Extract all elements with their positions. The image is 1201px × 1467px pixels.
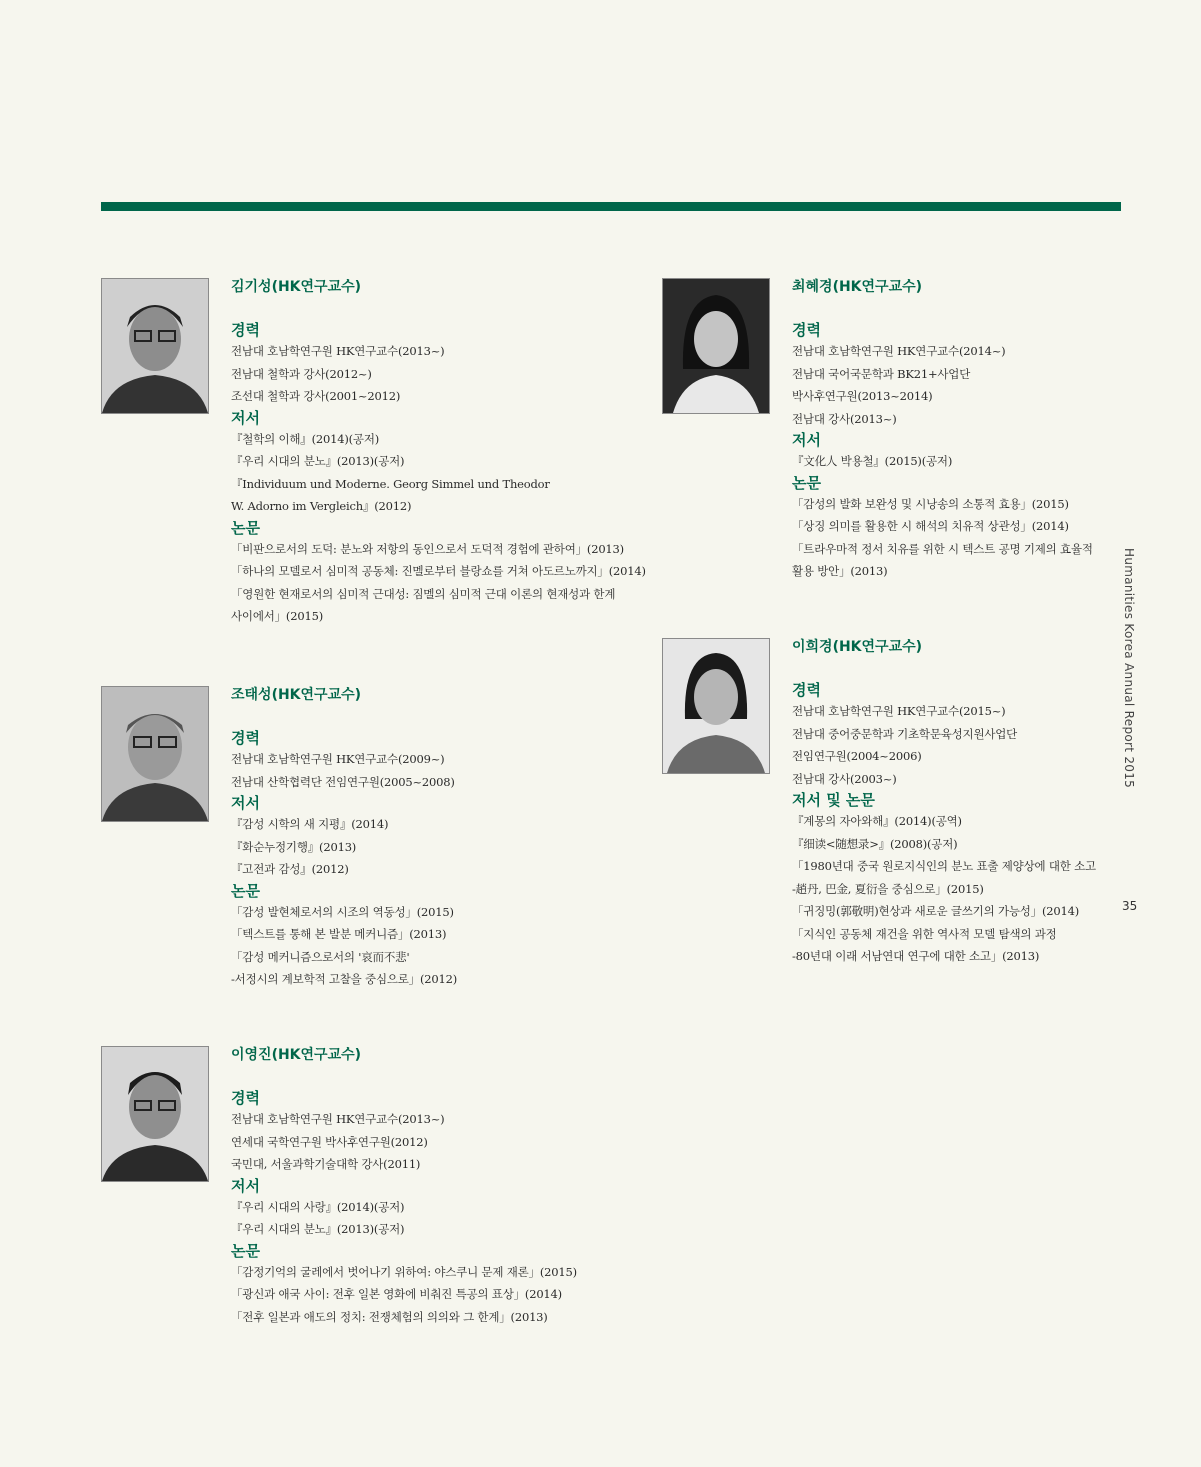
section-title: 경력 (231, 1089, 260, 1107)
section-title: 저서 (792, 431, 821, 449)
running-header: Humanities Korea Annual Report 2015 (1122, 548, 1136, 789)
portrait-photo (662, 278, 770, 414)
entry-line: 『细读<随想录>』(2008)(공저) (792, 836, 958, 851)
profile-info (231, 278, 671, 628)
section-title: 저서 (231, 408, 260, 427)
portrait-figure-icon (663, 279, 769, 413)
entry-line: 「지식인 공동체 재건을 위한 역사적 모델 탐색의 과정 (792, 926, 1057, 941)
entry-line: 전남대 호남학연구원 HK연구교수(2013~) (231, 344, 445, 358)
profile-name: 조태성(HK연구교수) (231, 687, 362, 703)
page-number: 35 (1122, 899, 1138, 913)
entry-line: 「감성 발현체로서의 시조의 역동성」(2015) (231, 904, 454, 919)
entry-line: 「텍스트를 통해 본 발분 메커니즘」(2013) (231, 927, 447, 941)
entry-line: 「전후 일본과 애도의 정치: 전쟁체험의 의의와 그 한계」(2013) (231, 1309, 548, 1324)
entry-line: -서정시의 계보학적 고찰을 중심으로」(2012) (231, 972, 458, 986)
entry-line: 조선대 철학과 강사(2001~2012) (231, 389, 401, 403)
entry-line: 『文化人 박용철』(2015)(공저) (792, 454, 953, 468)
entry-line: 「광신과 애국 사이: 전후 일본 영화에 비춰진 특공의 표상」(2014) (231, 1287, 562, 1301)
section-title: 경력 (231, 321, 260, 339)
entry-line: 『화순누정기행』(2013) (231, 839, 357, 854)
entry-line: 『Individuum und Moderne. Georg Simmel und Theodor (231, 476, 550, 491)
entry-line: 『우리 시대의 분노』(2013)(공저) (231, 454, 405, 468)
entry-line: 「상징 의미를 활용한 시 해석의 치유적 상관성」(2014) (792, 519, 1069, 533)
section-title: 저서 및 논문 (792, 791, 875, 809)
section-title: 경력 (231, 729, 260, 747)
portrait-figure-icon (102, 1047, 208, 1181)
profile-name: 김기성(HK연구교수) (231, 279, 362, 295)
entry-line: 연세대 국학연구원 박사후연구원(2012) (231, 1134, 428, 1149)
section-title: 저서 (231, 1176, 260, 1195)
section-title: 논문 (231, 518, 260, 537)
portrait-figure-icon (663, 639, 769, 773)
entry-line: 『고전과 감성』(2012) (231, 862, 349, 876)
portrait-photo (101, 1046, 209, 1182)
entry-line: 「감성 메커니즘으로서의 '哀而不悲' (231, 949, 410, 964)
entry-line: 전남대 강사(2013~) (792, 411, 897, 426)
entry-line: 『우리 시대의 분노』(2013)(공저) (231, 1222, 405, 1236)
entry-line: -趙丹, 巴金, 夏衍을 중심으로」(2015) (792, 881, 984, 896)
entry-line: 『우리 시대의 사랑』(2014)(공저) (231, 1199, 405, 1214)
entry-line: 전남대 호남학연구원 HK연구교수(2015~) (792, 704, 1006, 718)
entry-line: 「귀징밍(郭敬明)현상과 새로운 글쓰기의 가능성」(2014) (792, 904, 1080, 918)
profile-info (231, 686, 671, 991)
profile-name: 이영진(HK연구교수) (231, 1047, 362, 1063)
section-title: 경력 (792, 681, 821, 699)
profile-info (231, 1046, 671, 1328)
section-title: 논문 (231, 881, 260, 900)
portrait-photo (101, 686, 209, 822)
portrait-photo (662, 638, 770, 774)
entry-line: 「하나의 모델로서 심미적 공동체: 진멜로부터 블랑쇼를 거쳐 아도르노까지」(2014) (231, 564, 646, 578)
entry-line: 전남대 중어중문학과 기초학문육성지원사업단 (792, 726, 1018, 741)
entry-line: 전임연구원(2004~2006) (792, 749, 922, 763)
entry-line: 「비판으로서의 도덕: 분노와 저항의 동인으로서 도덕적 경험에 관하여」(2013) (231, 541, 624, 556)
entry-line: 전남대 호남학연구원 HK연구교수(2014~) (792, 344, 1006, 358)
entry-line: 『감성 시학의 새 지평』(2014) (231, 817, 389, 831)
entry-line: 전남대 철학과 강사(2012~) (231, 366, 372, 381)
header-rule (101, 202, 1121, 211)
portrait-photo (101, 278, 209, 414)
entry-line: 「감성의 발화 보완성 및 시낭송의 소통적 효용」(2015) (792, 496, 1069, 511)
profile-name: 최혜경(HK연구교수) (792, 279, 923, 295)
section-title: 논문 (792, 473, 821, 492)
entry-line: 활용 방안」(2013) (792, 564, 888, 578)
entry-line: -80년대 이래 서남연대 연구에 대한 소고」(2013) (792, 949, 1040, 963)
entry-line: 전남대 산학협력단 전임연구원(2005~2008) (231, 774, 455, 789)
section-title: 경력 (792, 321, 821, 339)
entry-line: 전남대 강사(2003~) (792, 771, 897, 786)
portrait-figure-icon (102, 279, 208, 413)
entry-line: 「감정기억의 굴레에서 벗어나기 위하여: 야스쿠니 문제 재론」(2015) (231, 1264, 577, 1279)
entry-line: 「1980년대 중국 원로지식인의 분노 표출 제양상에 대한 소고 (792, 859, 1096, 873)
entry-line: 전남대 호남학연구원 HK연구교수(2009~) (231, 752, 445, 766)
entry-line: 전남대 호남학연구원 HK연구교수(2013~) (231, 1112, 445, 1126)
profile-name: 이희경(HK연구교수) (792, 639, 923, 655)
entry-line: 국민대, 서울과학기술대학 강사(2011) (231, 1157, 421, 1171)
entry-line: 『계몽의 자아와해』(2014)(공역) (792, 814, 962, 828)
section-title: 논문 (231, 1241, 260, 1260)
section-title: 저서 (231, 794, 260, 812)
profile-info (792, 278, 1201, 583)
portrait-figure-icon (102, 687, 208, 821)
entry-line: 「영원한 현재로서의 심미적 근대성: 짐멜의 심미적 근대 이론의 현재성과 한계 (231, 586, 616, 601)
entry-line: W. Adorno im Vergleich』(2012) (231, 499, 412, 513)
entry-line: 『철학의 이해』(2014)(공저) (231, 431, 380, 446)
profile-info (792, 638, 1201, 968)
entry-line: 사이에서」(2015) (231, 609, 323, 623)
entry-line: 박사후연구원(2013~2014) (792, 389, 933, 403)
entry-line: 「트라우마적 정서 치유를 위한 시 텍스트 공명 기제의 효율적 (792, 541, 1093, 556)
entry-line: 전남대 국어국문학과 BK21+사업단 (792, 366, 971, 381)
